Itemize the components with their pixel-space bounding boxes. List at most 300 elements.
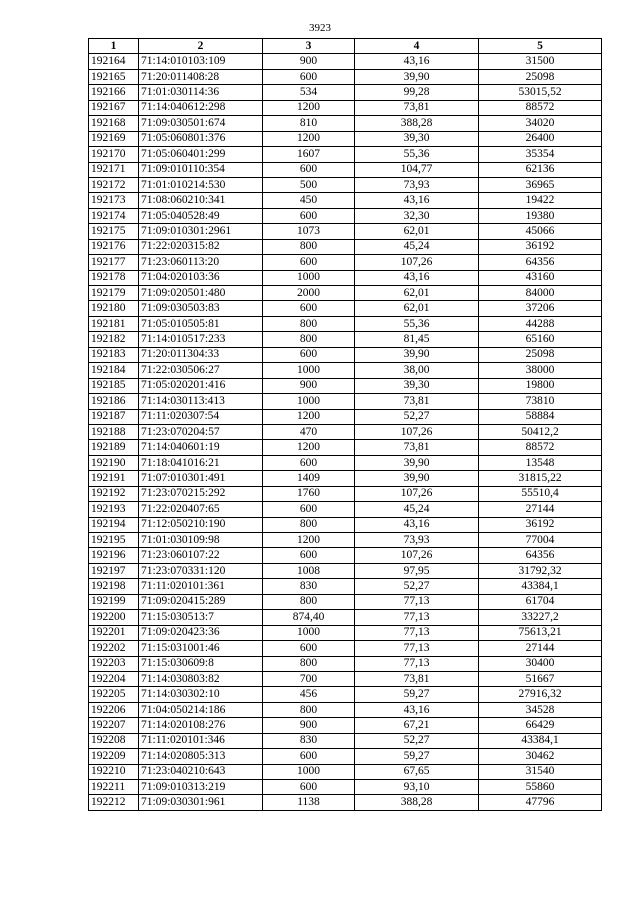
cadastral-number-cell: 71:09:030301:961 <box>139 795 263 810</box>
cadastral-number-cell: 71:20:011408:28 <box>139 69 263 84</box>
table-row <box>89 579 602 594</box>
rate-cell: 93,10 <box>355 780 479 795</box>
value-cell: 53015,52 <box>479 85 602 100</box>
table-row <box>89 147 602 162</box>
value-cell: 45066 <box>479 224 602 239</box>
cadastral-number-cell: 71:14:030113:413 <box>139 394 263 409</box>
cadastral-number-cell: 71:11:020307:54 <box>139 409 263 424</box>
row-number-cell: 192212 <box>89 795 139 810</box>
value-cell: 25098 <box>479 347 602 362</box>
row-number-cell: 192178 <box>89 270 139 285</box>
area-cell: 1760 <box>263 486 355 501</box>
cadastral-number-cell: 71:01:010214:530 <box>139 177 263 192</box>
area-cell: 600 <box>263 749 355 764</box>
value-cell: 36192 <box>479 517 602 532</box>
row-number-cell: 192203 <box>89 656 139 671</box>
rate-cell: 45,24 <box>355 502 479 517</box>
row-number-cell: 192207 <box>89 718 139 733</box>
row-number-cell: 192202 <box>89 641 139 656</box>
cadastral-number-cell: 71:11:020101:346 <box>139 733 263 748</box>
table-row <box>89 733 602 748</box>
row-number-cell: 192184 <box>89 363 139 378</box>
rate-cell: 55,36 <box>355 316 479 331</box>
rate-cell: 99,28 <box>355 85 479 100</box>
value-cell: 30400 <box>479 656 602 671</box>
rate-cell: 43,16 <box>355 270 479 285</box>
value-cell: 38000 <box>479 363 602 378</box>
row-number-cell: 192173 <box>89 193 139 208</box>
table-row <box>89 208 602 223</box>
table-row <box>89 177 602 192</box>
value-cell: 31500 <box>479 54 602 69</box>
rate-cell: 67,65 <box>355 764 479 779</box>
row-number-cell: 192175 <box>89 224 139 239</box>
cadastral-number-cell: 71:14:040601:19 <box>139 440 263 455</box>
cadastral-number-cell: 71:15:030609:8 <box>139 656 263 671</box>
rate-cell: 388,28 <box>355 116 479 131</box>
area-cell: 600 <box>263 641 355 656</box>
rate-cell: 107,26 <box>355 548 479 563</box>
value-cell: 34528 <box>479 702 602 717</box>
area-cell: 800 <box>263 239 355 254</box>
value-cell: 27916,32 <box>479 687 602 702</box>
rate-cell: 52,27 <box>355 409 479 424</box>
rate-cell: 39,90 <box>355 347 479 362</box>
row-number-cell: 192197 <box>89 563 139 578</box>
rate-cell: 107,26 <box>355 486 479 501</box>
area-cell: 534 <box>263 85 355 100</box>
table-row <box>89 332 602 347</box>
value-cell: 88572 <box>479 440 602 455</box>
rate-cell: 39,30 <box>355 131 479 146</box>
row-number-cell: 192176 <box>89 239 139 254</box>
table-row <box>89 270 602 285</box>
row-number-cell: 192205 <box>89 687 139 702</box>
area-cell: 1200 <box>263 533 355 548</box>
area-cell: 600 <box>263 502 355 517</box>
table-row <box>89 517 602 532</box>
value-cell: 64356 <box>479 548 602 563</box>
row-number-cell: 192180 <box>89 301 139 316</box>
rate-cell: 73,93 <box>355 533 479 548</box>
area-cell: 2000 <box>263 286 355 301</box>
table-row <box>89 347 602 362</box>
area-cell: 900 <box>263 378 355 393</box>
value-cell: 43384,1 <box>479 579 602 594</box>
rate-cell: 104,77 <box>355 162 479 177</box>
value-cell: 36192 <box>479 239 602 254</box>
area-cell: 874,40 <box>263 610 355 625</box>
value-cell: 13548 <box>479 455 602 470</box>
table-row <box>89 702 602 717</box>
table-row <box>89 301 602 316</box>
row-number-cell: 192166 <box>89 85 139 100</box>
area-cell: 1000 <box>263 625 355 640</box>
cadastral-number-cell: 71:23:060107:22 <box>139 548 263 563</box>
cadastral-number-cell: 71:05:020201:416 <box>139 378 263 393</box>
value-cell: 65160 <box>479 332 602 347</box>
cadastral-number-cell: 71:09:030503:83 <box>139 301 263 316</box>
value-cell: 26400 <box>479 131 602 146</box>
value-cell: 47796 <box>479 795 602 810</box>
value-cell: 55510,4 <box>479 486 602 501</box>
rate-cell: 73,81 <box>355 671 479 686</box>
row-number-cell: 192185 <box>89 378 139 393</box>
table-row <box>89 316 602 331</box>
table-row <box>89 718 602 733</box>
table-row <box>89 224 602 239</box>
table-row <box>89 533 602 548</box>
area-cell: 1200 <box>263 409 355 424</box>
rate-cell: 43,16 <box>355 54 479 69</box>
cadastral-number-cell: 71:01:030109:98 <box>139 533 263 548</box>
rate-cell: 43,16 <box>355 193 479 208</box>
table-row <box>89 795 602 810</box>
area-cell: 470 <box>263 424 355 439</box>
cadastral-number-cell: 71:09:020501:480 <box>139 286 263 301</box>
row-number-cell: 192183 <box>89 347 139 362</box>
row-number-cell: 192167 <box>89 100 139 115</box>
cadastral-number-cell: 71:14:040612:298 <box>139 100 263 115</box>
row-number-cell: 192189 <box>89 440 139 455</box>
value-cell: 61704 <box>479 594 602 609</box>
cadastral-number-cell: 71:14:010103:109 <box>139 54 263 69</box>
row-number-cell: 192181 <box>89 316 139 331</box>
cadastral-number-cell: 71:23:060113:20 <box>139 255 263 270</box>
value-cell: 58884 <box>479 409 602 424</box>
rate-cell: 62,01 <box>355 301 479 316</box>
rate-cell: 77,13 <box>355 625 479 640</box>
rate-cell: 52,27 <box>355 733 479 748</box>
rate-cell: 107,26 <box>355 255 479 270</box>
value-cell: 51667 <box>479 671 602 686</box>
row-number-cell: 192209 <box>89 749 139 764</box>
table-row <box>89 641 602 656</box>
table-row <box>89 656 602 671</box>
area-cell: 600 <box>263 455 355 470</box>
area-cell: 450 <box>263 193 355 208</box>
rate-cell: 39,90 <box>355 69 479 84</box>
table-row <box>89 363 602 378</box>
value-cell: 31815,22 <box>479 471 602 486</box>
area-cell: 1200 <box>263 100 355 115</box>
table-row <box>89 502 602 517</box>
value-cell: 44288 <box>479 316 602 331</box>
cadastral-number-cell: 71:23:070331:120 <box>139 563 263 578</box>
area-cell: 800 <box>263 517 355 532</box>
table-row <box>89 100 602 115</box>
rate-cell: 43,16 <box>355 517 479 532</box>
cadastral-number-cell: 71:09:010313:219 <box>139 780 263 795</box>
row-number-cell: 192165 <box>89 69 139 84</box>
rate-cell: 39,30 <box>355 378 479 393</box>
table-row <box>89 486 602 501</box>
column-header-5: 5 <box>479 39 602 54</box>
cadastral-number-cell: 71:14:030803:82 <box>139 671 263 686</box>
value-cell: 35354 <box>479 147 602 162</box>
cadastral-number-cell: 71:05:060401:299 <box>139 147 263 162</box>
area-cell: 600 <box>263 347 355 362</box>
cadastral-number-cell: 71:23:070204:57 <box>139 424 263 439</box>
column-header-4: 4 <box>355 39 479 54</box>
row-number-cell: 192188 <box>89 424 139 439</box>
row-number-cell: 192186 <box>89 394 139 409</box>
row-number-cell: 192174 <box>89 208 139 223</box>
table-body <box>89 54 602 810</box>
row-number-cell: 192192 <box>89 486 139 501</box>
row-number-cell: 192199 <box>89 594 139 609</box>
row-number-cell: 192168 <box>89 116 139 131</box>
area-cell: 830 <box>263 579 355 594</box>
cadastral-number-cell: 71:09:020415:289 <box>139 594 263 609</box>
rate-cell: 77,13 <box>355 656 479 671</box>
value-cell: 27144 <box>479 502 602 517</box>
rate-cell: 62,01 <box>355 286 479 301</box>
value-cell: 84000 <box>479 286 602 301</box>
cadastral-number-cell: 71:12:050210:190 <box>139 517 263 532</box>
area-cell: 600 <box>263 255 355 270</box>
table-row <box>89 409 602 424</box>
value-cell: 37206 <box>479 301 602 316</box>
table-row <box>89 440 602 455</box>
table-row <box>89 625 602 640</box>
table-row <box>89 255 602 270</box>
rate-cell: 32,30 <box>355 208 479 223</box>
area-cell: 1200 <box>263 131 355 146</box>
table-row <box>89 548 602 563</box>
cadastral-number-cell: 71:09:010110:354 <box>139 162 263 177</box>
cadastral-number-cell: 71:18:041016:21 <box>139 455 263 470</box>
table-row <box>89 687 602 702</box>
table-row <box>89 378 602 393</box>
value-cell: 31792,32 <box>479 563 602 578</box>
value-cell: 33227,2 <box>479 610 602 625</box>
rate-cell: 59,27 <box>355 687 479 702</box>
cadastral-number-cell: 71:05:060801:376 <box>139 131 263 146</box>
cadastral-number-cell: 71:14:020805:313 <box>139 749 263 764</box>
cadastral-number-cell: 71:05:040528:49 <box>139 208 263 223</box>
cadastral-number-cell: 71:14:010517:233 <box>139 332 263 347</box>
cadastral-number-cell: 71:04:020103:36 <box>139 270 263 285</box>
area-cell: 800 <box>263 594 355 609</box>
column-header-3: 3 <box>263 39 355 54</box>
area-cell: 1073 <box>263 224 355 239</box>
area-cell: 456 <box>263 687 355 702</box>
row-number-cell: 192190 <box>89 455 139 470</box>
table-row <box>89 594 602 609</box>
cadastral-number-cell: 71:22:020315:82 <box>139 239 263 254</box>
table-row <box>89 54 602 69</box>
table-row <box>89 749 602 764</box>
table-row <box>89 116 602 131</box>
row-number-cell: 192206 <box>89 702 139 717</box>
row-number-cell: 192210 <box>89 764 139 779</box>
row-number-cell: 192191 <box>89 471 139 486</box>
cadastral-number-cell: 71:09:010301:2961 <box>139 224 263 239</box>
area-cell: 900 <box>263 54 355 69</box>
area-cell: 1200 <box>263 440 355 455</box>
cadastral-number-cell: 71:15:031001:46 <box>139 641 263 656</box>
cadastral-number-cell: 71:05:010505:81 <box>139 316 263 331</box>
area-cell: 810 <box>263 116 355 131</box>
area-cell: 600 <box>263 780 355 795</box>
area-cell: 1409 <box>263 471 355 486</box>
row-number-cell: 192208 <box>89 733 139 748</box>
cadastral-number-cell: 71:23:040210:643 <box>139 764 263 779</box>
row-number-cell: 192195 <box>89 533 139 548</box>
rate-cell: 39,90 <box>355 471 479 486</box>
cadastral-number-cell: 71:22:030506:27 <box>139 363 263 378</box>
row-number-cell: 192164 <box>89 54 139 69</box>
table-row <box>89 563 602 578</box>
cadastral-number-cell: 71:15:030513:7 <box>139 610 263 625</box>
rate-cell: 107,26 <box>355 424 479 439</box>
value-cell: 19380 <box>479 208 602 223</box>
row-number-cell: 192177 <box>89 255 139 270</box>
area-cell: 800 <box>263 656 355 671</box>
cadastral-number-cell: 71:09:030501:674 <box>139 116 263 131</box>
table-row <box>89 162 602 177</box>
cadastral-number-cell: 71:11:020101:361 <box>139 579 263 594</box>
value-cell: 25098 <box>479 69 602 84</box>
value-cell: 50412,2 <box>479 424 602 439</box>
value-cell: 43384,1 <box>479 733 602 748</box>
rate-cell: 43,16 <box>355 702 479 717</box>
header-row <box>89 39 602 54</box>
rate-cell: 55,36 <box>355 147 479 162</box>
row-number-cell: 192196 <box>89 548 139 563</box>
rate-cell: 77,13 <box>355 594 479 609</box>
area-cell: 600 <box>263 301 355 316</box>
area-cell: 800 <box>263 702 355 717</box>
rate-cell: 73,81 <box>355 440 479 455</box>
value-cell: 27144 <box>479 641 602 656</box>
rate-cell: 38,00 <box>355 363 479 378</box>
area-cell: 1000 <box>263 363 355 378</box>
table-row <box>89 424 602 439</box>
table-row <box>89 131 602 146</box>
row-number-cell: 192187 <box>89 409 139 424</box>
column-header-1: 1 <box>89 39 139 54</box>
rate-cell: 45,24 <box>355 239 479 254</box>
cadastral-number-cell: 71:07:010301:491 <box>139 471 263 486</box>
rate-cell: 388,28 <box>355 795 479 810</box>
cadastral-number-cell: 71:09:020423:36 <box>139 625 263 640</box>
value-cell: 55860 <box>479 780 602 795</box>
rate-cell: 39,90 <box>355 455 479 470</box>
area-cell: 600 <box>263 548 355 563</box>
row-number-cell: 192182 <box>89 332 139 347</box>
table-row <box>89 193 602 208</box>
table-row <box>89 471 602 486</box>
table-header <box>89 39 602 54</box>
area-cell: 1607 <box>263 147 355 162</box>
row-number-cell: 192211 <box>89 780 139 795</box>
area-cell: 830 <box>263 733 355 748</box>
row-number-cell: 192179 <box>89 286 139 301</box>
table-row <box>89 85 602 100</box>
value-cell: 31540 <box>479 764 602 779</box>
area-cell: 800 <box>263 332 355 347</box>
value-cell: 88572 <box>479 100 602 115</box>
rate-cell: 73,81 <box>355 100 479 115</box>
rate-cell: 73,81 <box>355 394 479 409</box>
value-cell: 75613,21 <box>479 625 602 640</box>
row-number-cell: 192201 <box>89 625 139 640</box>
row-number-cell: 192171 <box>89 162 139 177</box>
value-cell: 30462 <box>479 749 602 764</box>
cadastral-number-cell: 71:14:030302:10 <box>139 687 263 702</box>
table-row <box>89 764 602 779</box>
row-number-cell: 192198 <box>89 579 139 594</box>
area-cell: 600 <box>263 162 355 177</box>
cadastral-number-cell: 71:01:030114:36 <box>139 85 263 100</box>
page-number: 3923 <box>309 22 331 34</box>
value-cell: 77004 <box>479 533 602 548</box>
row-number-cell: 192193 <box>89 502 139 517</box>
area-cell: 600 <box>263 69 355 84</box>
cadastral-number-cell: 71:08:060210:341 <box>139 193 263 208</box>
row-number-cell: 192172 <box>89 177 139 192</box>
value-cell: 34020 <box>479 116 602 131</box>
rate-cell: 77,13 <box>355 641 479 656</box>
rate-cell: 59,27 <box>355 749 479 764</box>
column-header-2: 2 <box>139 39 263 54</box>
area-cell: 1008 <box>263 563 355 578</box>
value-cell: 66429 <box>479 718 602 733</box>
rate-cell: 81,45 <box>355 332 479 347</box>
table-row <box>89 286 602 301</box>
value-cell: 19800 <box>479 378 602 393</box>
value-cell: 43160 <box>479 270 602 285</box>
area-cell: 500 <box>263 177 355 192</box>
table-row <box>89 394 602 409</box>
value-cell: 73810 <box>479 394 602 409</box>
table-row <box>89 455 602 470</box>
area-cell: 1000 <box>263 270 355 285</box>
area-cell: 1138 <box>263 795 355 810</box>
value-cell: 36965 <box>479 177 602 192</box>
table-row <box>89 610 602 625</box>
rate-cell: 67,21 <box>355 718 479 733</box>
table-row <box>89 69 602 84</box>
row-number-cell: 192194 <box>89 517 139 532</box>
table-row <box>89 780 602 795</box>
rate-cell: 52,27 <box>355 579 479 594</box>
value-cell: 19422 <box>479 193 602 208</box>
cadastral-number-cell: 71:20:011304:33 <box>139 347 263 362</box>
rate-cell: 97,95 <box>355 563 479 578</box>
value-cell: 62136 <box>479 162 602 177</box>
area-cell: 800 <box>263 316 355 331</box>
rate-cell: 62,01 <box>355 224 479 239</box>
cadastral-number-cell: 71:22:020407:65 <box>139 502 263 517</box>
area-cell: 1000 <box>263 394 355 409</box>
area-cell: 700 <box>263 671 355 686</box>
table-row <box>89 239 602 254</box>
rate-cell: 73,93 <box>355 177 479 192</box>
cadastral-number-cell: 71:04:050214:186 <box>139 702 263 717</box>
row-number-cell: 192170 <box>89 147 139 162</box>
value-cell: 64356 <box>479 255 602 270</box>
table-row <box>89 671 602 686</box>
area-cell: 600 <box>263 208 355 223</box>
area-cell: 900 <box>263 718 355 733</box>
row-number-cell: 192200 <box>89 610 139 625</box>
rate-cell: 77,13 <box>355 610 479 625</box>
cadastral-number-cell: 71:23:070215:292 <box>139 486 263 501</box>
cadastral-number-cell: 71:14:020108:276 <box>139 718 263 733</box>
